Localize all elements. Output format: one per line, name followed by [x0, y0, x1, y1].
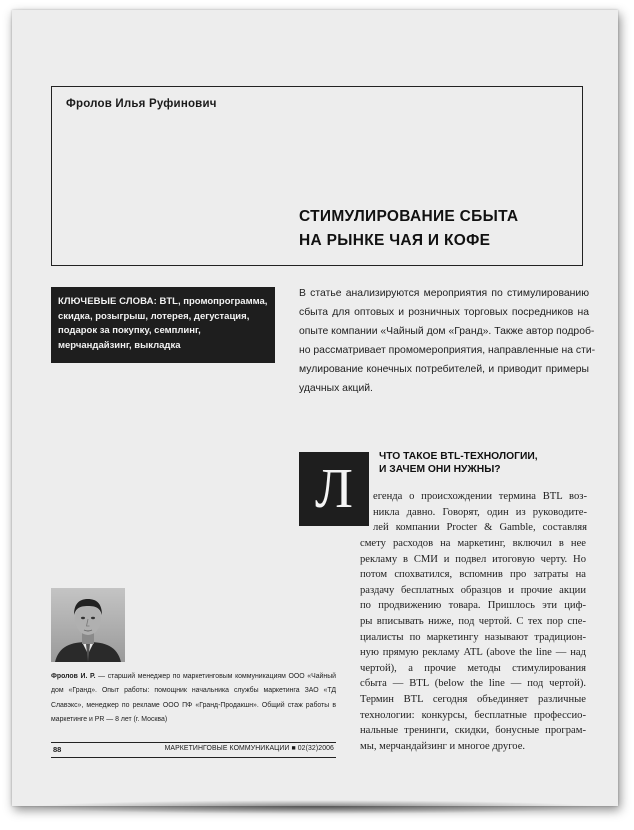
section-heading: [379, 450, 538, 476]
body-line: по продвижению товара. Пришлось эти циф-: [360, 600, 586, 612]
body-line: потом спохватился, вспомнив про затраты на: [360, 569, 586, 581]
body-line: смету расходов на маркетинг, включил в нее: [360, 538, 586, 549]
article-title-line-1: СТИМУЛИРОВАНИЕ СБЫТА: [299, 208, 519, 225]
keywords-text: BTL, промопрограмма, скидка, розыгрыш, лотерея, дегустация, подарок за покупку, семплинг, мерчандайзинг, выкладка: [58, 296, 268, 351]
body-line: ную прямую рекламу ATL (above the line — над: [360, 647, 586, 659]
abstract-line: но рассматривает промомероприятия, направленные на сти-: [299, 345, 596, 356]
body-line: егенда о происхождении термина BTL воз-: [373, 491, 587, 502]
article-title: [299, 205, 518, 253]
bio-name: Фролов И. Р.: [51, 673, 96, 680]
author-name: Фролов Илья Руфинович: [66, 98, 217, 110]
article-title-line-2: НА РЫНКЕ ЧАЯ И КОФЕ: [299, 232, 491, 249]
body-line: Термин BTL сегодня объединяет различные: [360, 693, 586, 705]
abstract: [299, 284, 596, 398]
keywords-label: КЛЮЧЕВЫЕ СЛОВА:: [58, 296, 157, 307]
body-line: нальные тренинги, скидки, бонусные програм-: [360, 725, 586, 737]
author-bio: [51, 670, 336, 727]
body-text: [360, 536, 586, 754]
body-line: циалисты по маркетингу называют традицион-: [360, 631, 586, 643]
body-line: сбыта — BTL (below the line — под чертой).: [360, 678, 586, 690]
journal-issue: МАРКЕТИНГОВЫЕ КОММУНИКАЦИИ ■ 02(32)2006: [164, 745, 334, 752]
section-heading-line-2: И ЗАЧЕМ ОНИ НУЖНЫ?: [379, 464, 501, 475]
abstract-line: опыте компании «Чайный дом «Гранд». Также автор подроб-: [299, 326, 595, 337]
body-text-indented: [373, 489, 587, 536]
body-line: никла давно. Говорят, один из руководите-: [373, 506, 587, 518]
portrait-image: [51, 588, 125, 662]
body-line: технологии: конкурсы, бесплатные профессио-: [360, 709, 586, 721]
section-heading-line-1: ЧТО ТАКОЕ BTL-ТЕХНОЛОГИИ,: [379, 451, 538, 462]
abstract-line: удачных акций.: [299, 383, 373, 394]
body-line: лей компании Procter & Gamble, составляя: [373, 522, 587, 534]
body-line: мы, мерчандайзинг и многое другое.: [360, 740, 526, 752]
abstract-line: В статье анализируются мероприятия по стимулированию: [299, 288, 589, 299]
abstract-line: мулирование конечных потребителей, и приводит примеры: [299, 364, 589, 375]
bio-text: — старший менеджер по маркетинговым коммуникациям ООО «Чайный дом «Гранд». Опыт работы: помощник начальника службы маркетинга ЗАО «ТД Славэкс», менеджер по рекламе ООО ПФ «Гранд-Продакшн». Общий стаж работы в маркетинге и PR — 8 лет (г. Москва): [51, 673, 336, 723]
body-line: раздачу бесплатных образцов и прочие акции: [360, 584, 586, 596]
page-shadow: [30, 800, 600, 814]
drop-cap: Л: [299, 452, 369, 526]
author-photo: [51, 588, 125, 662]
body-line: ры вписывать ниже, под чертой. С тех пор спе-: [360, 615, 586, 627]
body-line: чертой), а прочие методы стимулирования: [360, 662, 586, 674]
page-number: 88: [53, 745, 62, 754]
abstract-line: сбыта для оптовых и розничных торговых посредников на: [299, 307, 589, 318]
body-line: рекламу в СМИ и подвел итоговую черту. Но: [360, 553, 586, 565]
keywords-box: [51, 287, 275, 363]
